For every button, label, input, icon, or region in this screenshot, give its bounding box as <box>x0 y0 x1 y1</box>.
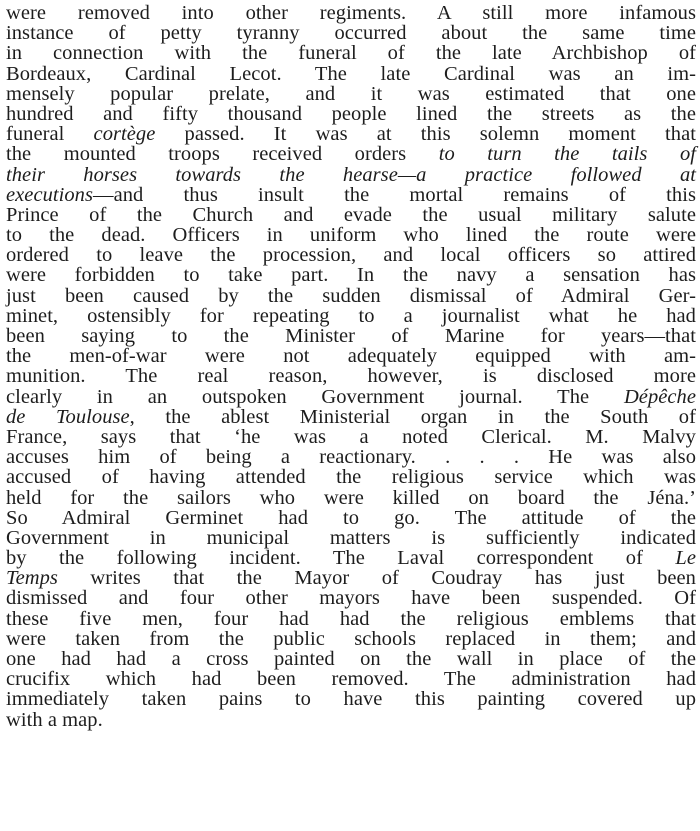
text-segment: were taken from the public schools replaced in them; and <box>6 627 696 650</box>
text-line <box>6 669 696 689</box>
text-line <box>6 447 696 467</box>
text-segment: the mounted troops received orders <box>6 143 439 166</box>
text-line <box>6 185 696 205</box>
text-line <box>6 407 696 427</box>
text-segment: , the ablest Ministerial organ in the South of <box>129 405 696 428</box>
text-line <box>6 124 696 144</box>
text-line <box>6 104 696 124</box>
text-line <box>6 3 696 23</box>
text-line <box>6 387 696 407</box>
text-segment: munition. The real reason, however, is disclosed more <box>6 365 696 388</box>
article-column <box>6 3 696 730</box>
text-segment: Bordeaux, Cardinal Lecot. The late Cardinal was an im- <box>6 62 696 85</box>
italic-text: cortège <box>93 123 156 146</box>
text-line <box>6 689 696 709</box>
text-segment: hundred and fifty thousand people lined the streets as the <box>6 102 696 125</box>
text-line <box>6 548 696 568</box>
text-segment: dismissed and four other mayors have been suspended. Of <box>6 587 696 610</box>
text-segment: Prince of the Church and evade the usual military salute <box>6 203 696 226</box>
text-segment: were forbidden to take part. In the navy a sensation has <box>6 264 696 287</box>
text-line <box>6 225 696 245</box>
text-line <box>6 326 696 346</box>
text-line <box>6 144 696 164</box>
italic-text: Dépêche <box>623 385 696 408</box>
text-segment: minet, ostensibly for repeating to a journalist what he had <box>6 304 696 327</box>
text-segment: crucifix which had been removed. The administration had <box>6 668 696 691</box>
text-line <box>6 588 696 608</box>
text-segment: held for the sailors who were killed on board the Jéna.’ <box>6 486 696 509</box>
italic-text: to turn the tails of <box>438 143 696 166</box>
text-segment: accused of having attended the religious service which was <box>6 466 696 489</box>
text-line <box>6 528 696 548</box>
text-segment: funeral <box>6 123 94 146</box>
text-line <box>6 649 696 669</box>
text-segment: one had had a cross painted on the wall in place of the <box>6 648 696 670</box>
text-line <box>6 165 696 185</box>
italic-text: de Toulouse <box>6 405 130 428</box>
text-segment: were removed into other regiments. A still more infamous <box>6 2 696 24</box>
italic-text: Temps <box>6 567 58 590</box>
text-segment: ordered to leave the procession, and local officers so attired <box>6 244 696 267</box>
text-line <box>6 286 696 306</box>
text-segment: immediately taken pains to have this painting covered up <box>6 688 696 711</box>
italic-text: Le <box>675 547 696 570</box>
text-line <box>6 629 696 649</box>
text-line <box>6 488 696 508</box>
text-line <box>6 346 696 366</box>
text-segment: passed. It was at this solemn moment that <box>155 123 696 146</box>
text-line <box>6 245 696 265</box>
text-line <box>6 265 696 285</box>
text-line <box>6 23 696 43</box>
text-segment: just been caused by the sudden dismissal of Admiral Ger- <box>6 284 696 307</box>
text-line <box>6 84 696 104</box>
text-line <box>6 710 696 730</box>
text-line <box>6 568 696 588</box>
text-segment: by the following incident. The Laval correspondent of <box>6 547 676 570</box>
text-segment: Government in municipal matters is sufficiently indicated <box>6 526 696 549</box>
italic-text: executions <box>6 183 94 206</box>
text-segment: with a map. <box>6 708 103 731</box>
text-segment: writes that the Mayor of Coudray has just been <box>57 567 696 590</box>
text-segment: France, says that ‘he was a noted Clerical. M. Malvy <box>6 425 696 448</box>
text-segment: to the dead. Officers in uniform who lined the route were <box>6 224 696 247</box>
text-segment: accuses him of being a reactionary. . . . He was also <box>6 446 696 469</box>
text-segment: these five men, four had had the religious emblems that <box>6 607 696 630</box>
text-line <box>6 609 696 629</box>
text-segment: been saying to the Minister of Marine for years—that <box>6 325 696 347</box>
text-line <box>6 366 696 386</box>
text-line <box>6 205 696 225</box>
text-segment: mensely popular prelate, and it was estimated that one <box>6 82 696 105</box>
text-segment: the men-of-war were not adequately equipped with am- <box>6 345 696 368</box>
text-segment: in connection with the funeral of the late Archbishop of <box>6 42 696 65</box>
text-line <box>6 427 696 447</box>
text-segment: —and thus insult the mortal remains of this <box>93 183 696 206</box>
text-segment: So Admiral Germinet had to go. The attitude of the <box>6 506 696 529</box>
italic-text: their horses towards the hearse—a practice followed at <box>6 163 696 186</box>
text-line <box>6 467 696 487</box>
text-line <box>6 64 696 84</box>
text-line <box>6 508 696 528</box>
text-segment: clearly in an outspoken Government journal. The <box>6 385 624 408</box>
text-line <box>6 43 696 63</box>
text-segment: instance of petty tyranny occurred about the same time <box>6 22 696 45</box>
text-line <box>6 306 696 326</box>
